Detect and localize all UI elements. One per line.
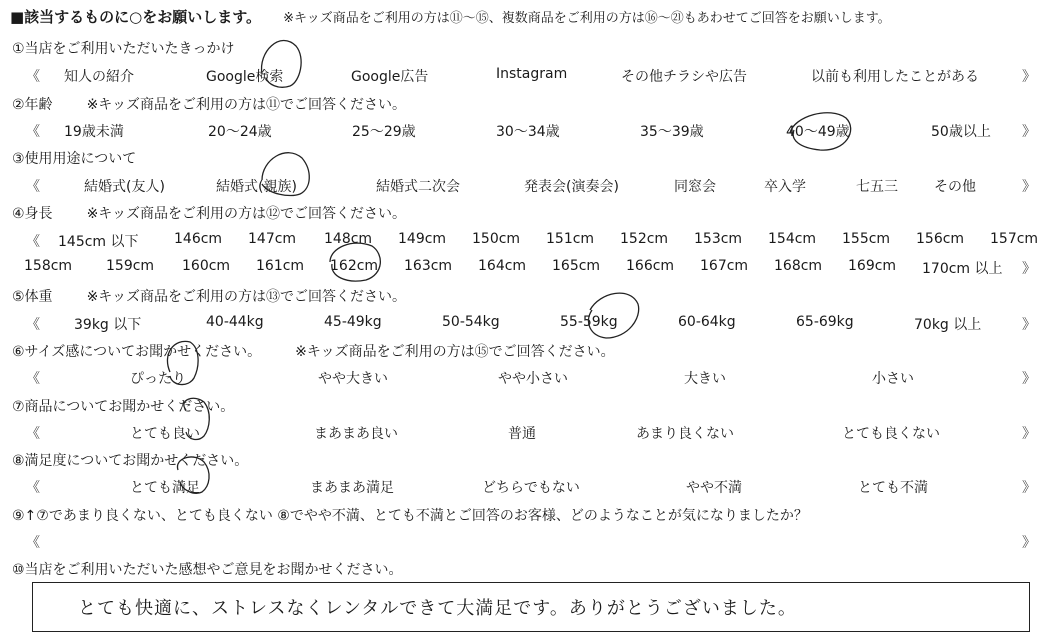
bracket-left: 《 [26, 426, 40, 442]
q1-option[interactable]: 知人の紹介 [64, 69, 134, 85]
form-title: ■該当するものに○をお願いします。 [10, 8, 262, 26]
q6-option[interactable]: 大きい [684, 371, 726, 387]
bracket-right: 》 [1022, 69, 1036, 85]
bracket-right: 》 [1022, 371, 1036, 387]
q1-option[interactable]: 以前も利用したことがある [811, 69, 979, 85]
bracket-right: 》 [1022, 480, 1036, 496]
bracket-left: 《 [26, 480, 40, 496]
q1-options [26, 66, 1036, 86]
q8-option[interactable]: まあまあ満足 [310, 480, 394, 496]
q8-options [26, 477, 1036, 497]
bracket-left: 《 [26, 371, 40, 387]
q9-label: ⑨↑⑦であまり良くない、とても良くない ⑧でやや不満、とても不満とご回答のお客様、どのようなことが気になりましたか？ [12, 508, 808, 524]
q6-note: ※キッズ商品をご利用の方は⑮でご回答ください。 [295, 344, 615, 360]
bracket-left: 《 [26, 317, 40, 333]
q4-option[interactable]: 153cm [694, 231, 743, 247]
q7-options [26, 423, 1036, 443]
q4-option[interactable]: 154cm [768, 231, 817, 247]
q4-option[interactable]: 168cm [774, 258, 823, 274]
q1-option-selected[interactable]: Google検索 [206, 69, 284, 85]
q4-option[interactable]: 166cm [626, 258, 675, 274]
q4-option[interactable]: 167cm [700, 258, 749, 274]
q3-option[interactable]: 卒入学 [764, 179, 806, 195]
q4-option[interactable]: 165cm [552, 258, 601, 274]
q2-options [26, 121, 1036, 141]
q4-note: ※キッズ商品をご利用の方は⑫でご回答ください。 [86, 206, 407, 222]
q4-option[interactable]: 152cm [620, 231, 669, 247]
q1-option[interactable]: Instagram [496, 66, 568, 82]
q6-option[interactable]: やや小さい [498, 371, 568, 387]
q4-option[interactable]: 149cm [398, 231, 447, 247]
q6-option[interactable]: やや大きい [318, 371, 388, 387]
q3-label: ③使用用途について [12, 151, 137, 167]
q8-option[interactable]: とても不満 [858, 480, 928, 496]
q4-option[interactable]: 156cm [916, 231, 965, 247]
bracket-right: 》 [1022, 426, 1036, 442]
q3-option[interactable]: その他 [934, 179, 976, 195]
q4-label-row [12, 203, 406, 223]
q4-option[interactable]: 161cm [256, 258, 305, 274]
q4-option[interactable]: 164cm [478, 258, 527, 274]
q5-option[interactable]: 40-44kg [206, 314, 264, 330]
q4-option[interactable]: 169cm [848, 258, 897, 274]
bracket-left: 《 [26, 69, 40, 85]
q5-option[interactable]: 70kg 以上 [914, 317, 982, 333]
q4-option[interactable]: 147cm [248, 231, 297, 247]
q7-option-selected[interactable]: とても良い [130, 426, 200, 442]
bracket-left: 《 [26, 535, 40, 551]
q4-option[interactable]: 158cm [24, 258, 73, 274]
q5-option[interactable]: 60-64kg [678, 314, 736, 330]
q9-answer-row [26, 532, 1036, 552]
q7-option[interactable]: まあまあ良い [314, 426, 398, 442]
q7-label: ⑦商品についてお聞かせください。 [12, 399, 235, 415]
q2-option[interactable]: 25〜29歳 [352, 124, 416, 140]
q5-label-row [12, 286, 406, 306]
q2-option[interactable]: 30〜34歳 [496, 124, 560, 140]
q10-handwritten-answer: とても快適に、ストレスなくレンタルできて大満足です。ありがとうございました。 [78, 598, 797, 619]
q2-option[interactable]: 50歳以上 [931, 124, 991, 140]
q4-option[interactable]: 170cm 以上 [922, 261, 1003, 277]
q4-option[interactable]: 146cm [174, 231, 223, 247]
q4-label: ④身長 [12, 206, 53, 222]
q8-option[interactable]: どちらでもない [482, 480, 580, 496]
q4-options-row2 [24, 258, 1036, 278]
q10-label: ⑩当店をご利用いただいた感想やご意見をお聞かせください。 [12, 562, 403, 578]
q1-option[interactable]: その他チラシや広告 [621, 69, 747, 85]
q4-option[interactable]: 155cm [842, 231, 891, 247]
q6-label: ⑥サイズ感についてお聞かせください。 [12, 344, 262, 360]
bracket-left: 《 [26, 179, 40, 195]
q3-option[interactable]: 七五三 [856, 179, 898, 195]
q3-option[interactable]: 同窓会 [674, 179, 716, 195]
bracket-right: 》 [1022, 124, 1036, 140]
q4-options-row1 [26, 231, 1056, 251]
q5-note: ※キッズ商品をご利用の方は⑬でご回答ください。 [86, 289, 407, 305]
q7-option[interactable]: 普通 [508, 426, 536, 442]
bracket-right: 》 [1022, 261, 1036, 277]
q2-option[interactable]: 19歳未満 [64, 124, 124, 140]
q4-option[interactable]: 150cm [472, 231, 521, 247]
q5-option[interactable]: 65-69kg [796, 314, 854, 330]
q1-option[interactable]: Google広告 [351, 69, 429, 85]
q6-option[interactable]: 小さい [872, 371, 914, 387]
bracket-right: 》 [1022, 317, 1036, 333]
form-header [10, 6, 891, 27]
q5-label: ⑤体重 [12, 289, 53, 305]
kids-note: ※キッズ商品をご利用の方は⑪〜⑮、複数商品をご利用の方は⑯〜㉑もあわせてご回答をお願いします。 [283, 11, 891, 26]
q8-option[interactable]: やや不満 [686, 480, 742, 496]
q3-option-selected[interactable]: 結婚式(親族) [216, 179, 297, 195]
q2-label-row [12, 94, 406, 114]
q2-note: ※キッズ商品をご利用の方は⑪でご回答ください。 [86, 97, 407, 113]
q4-option[interactable]: 151cm [546, 231, 595, 247]
bracket-right: 》 [1022, 535, 1036, 551]
q4-option[interactable]: 148cm [324, 231, 373, 247]
q2-label: ②年齢 [12, 97, 53, 113]
q6-label-row [12, 341, 615, 361]
q2-option-selected[interactable]: 40〜49歳 [786, 124, 850, 140]
q7-option[interactable]: とても良くない [842, 426, 940, 442]
q4-option[interactable]: 163cm [404, 258, 453, 274]
q6-options [26, 368, 1036, 388]
q4-option[interactable]: 159cm [106, 258, 155, 274]
q8-option-selected[interactable]: とても満足 [130, 480, 200, 496]
bracket-right: 》 [1022, 179, 1036, 195]
q5-options [26, 314, 1036, 334]
bracket-left: 《 [26, 124, 40, 140]
q1-label: ①当店をご利用いただいたきっかけ [12, 41, 235, 57]
q2-option[interactable]: 20〜24歳 [208, 124, 272, 140]
q3-option[interactable]: 結婚式(友人) [84, 179, 165, 195]
q2-option[interactable]: 35〜39歳 [640, 124, 704, 140]
q4-option-selected[interactable]: 162cm [330, 258, 379, 274]
q3-options [26, 176, 1036, 196]
q4-option[interactable]: 157cm [990, 231, 1039, 247]
bracket-left: 《 [26, 234, 40, 250]
q8-label: ⑧満足度についてお聞かせください。 [12, 453, 249, 469]
q6-option-selected[interactable]: ぴったり [130, 371, 186, 387]
q5-option-selected[interactable]: 55-59kg [560, 314, 618, 330]
q5-option[interactable]: 39kg 以下 [74, 317, 142, 333]
q5-option[interactable]: 45-49kg [324, 314, 382, 330]
q4-option[interactable]: 145cm 以下 [58, 234, 139, 250]
q4-option[interactable]: 160cm [182, 258, 231, 274]
q5-option[interactable]: 50-54kg [442, 314, 500, 330]
q3-option[interactable]: 発表会(演奏会) [524, 179, 619, 195]
q3-option[interactable]: 結婚式二次会 [376, 179, 460, 195]
q7-option[interactable]: あまり良くない [636, 426, 734, 442]
